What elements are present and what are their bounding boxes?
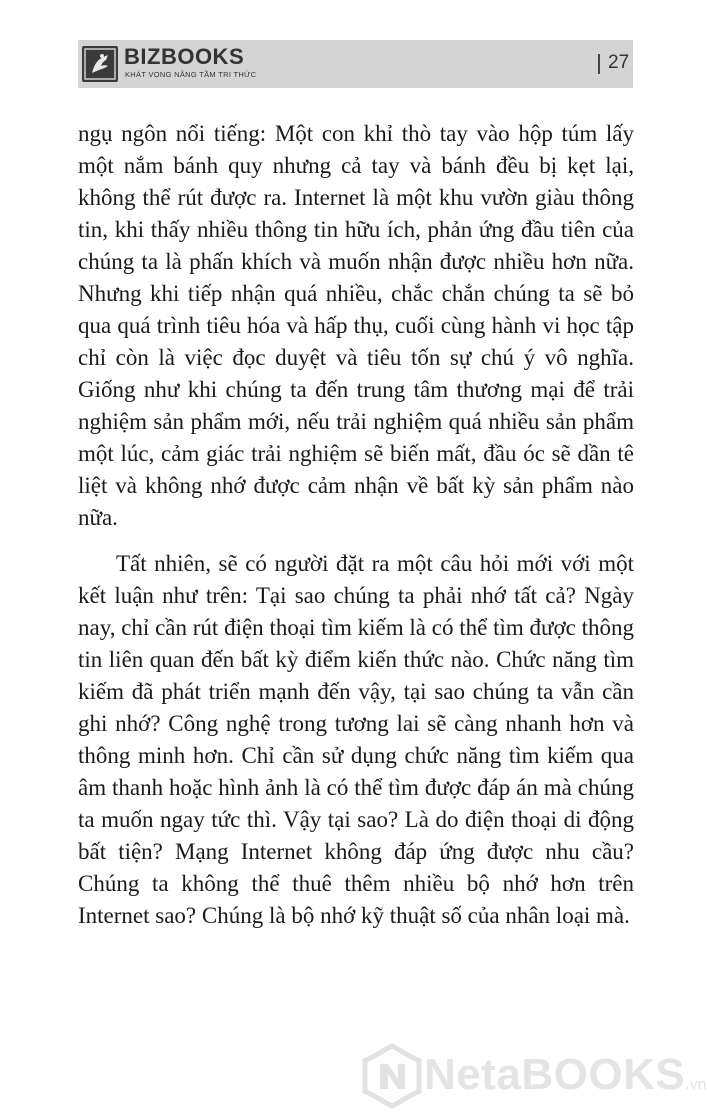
brand-name: BIZBOOKS [124, 44, 245, 69]
page-header [78, 40, 633, 88]
header-separator [598, 54, 600, 74]
netabooks-n-icon [362, 1044, 422, 1108]
brand-tagline: KHÁT VỌNG NÂNG TẦM TRI THỨC [125, 70, 257, 79]
bizbooks-logo-icon [82, 46, 118, 82]
watermark-text [424, 1050, 707, 1110]
page-body [78, 118, 634, 932]
watermark-suffix: .vn [685, 1076, 707, 1093]
watermark-brand: NetaBOOKS [424, 1050, 686, 1099]
netabooks-watermark [362, 1040, 707, 1112]
page-number: 27 [608, 52, 630, 73]
body-paragraph-1: ngụ ngôn nổi tiếng: Một con khỉ thò tay vào hộp túm lấy một nắm bánh quy nhưng cả tay và bánh đều bị kẹt lại, không thể rút được ra. Internet là một khu vườn giàu thông tin, khi thấy nhiều thông tin hữu ích, phản ứng đầu tiên của chúng ta là phấn khích và muốn nhận được nhiều hơn nữa. Nhưng khi tiếp nhận quá nhiều, chắc chắn chúng ta sẽ bỏ qua quá trình tiêu hóa và hấp thụ, cuối cùng hành vi học tập chỉ còn là việc đọc duyệt và tiêu tốn sự chú ý vô nghĩa. Giống như khi chúng ta đến trung tâm thương mại để trải nghiệm sản phẩm mới, nếu trải nghiệm quá nhiều sản phẩm một lúc, cảm giác trải nghiệm sẽ biến mất, đầu óc sẽ dần tê liệt và không nhớ được cảm nhận về bất kỳ sản phẩm nào nữa. [78, 121, 634, 530]
body-paragraph-2: Tất nhiên, sẽ có người đặt ra một câu hỏi mới với một kết luận như trên: Tại sao chúng ta phải nhớ tất cả? Ngày nay, chỉ cần rút điện thoại tìm kiếm là có thể tìm được thông tin liên quan đến bất kỳ điểm kiến thức nào. Chức năng tìm kiếm đã phát triển mạnh đến vậy, tại sao chúng ta vẫn cần ghi nhớ? Công nghệ trong tương lai sẽ càng nhanh hơn và thông minh hơn. Chỉ cần sử dụng chức năng tìm kiếm qua âm thanh hoặc hình ảnh là có thể tìm được đáp án mà chúng ta muốn ngay tức thì. Vậy tại sao? Là do điện thoại di động bất tiện? Mạng Internet không đáp ứng được nhu cầu? Chúng ta không thể thuê thêm nhiều bộ nhớ hơn trên Internet sao? Chúng là bộ nhớ kỹ thuật số của nhân loại mà. [78, 551, 634, 928]
